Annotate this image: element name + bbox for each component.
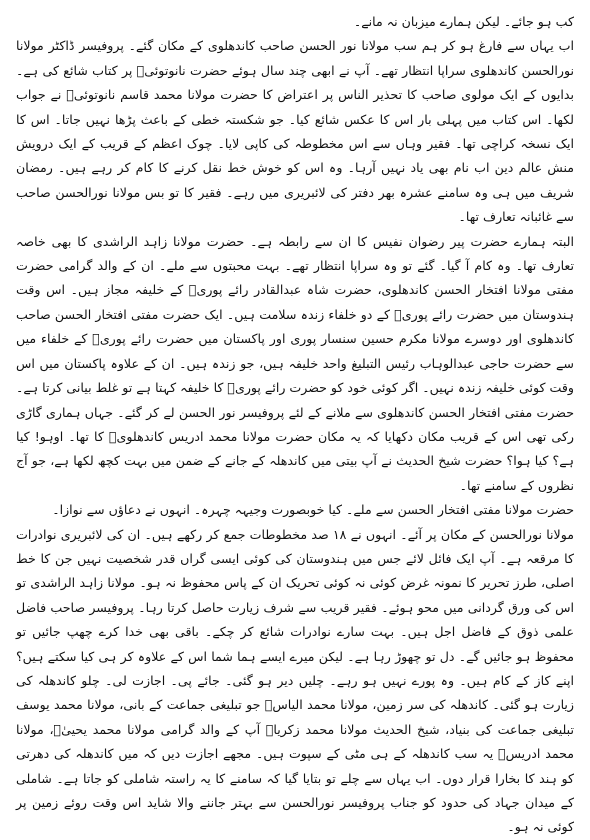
document-page [16,10,574,835]
paragraph-5: مولانا نورالحسن کے مکان پر آئے۔ انہوں نے ۱۸ صد مخطوطات جمع کر رکھے ہیں۔ ان کی لائبریری نوادرات کا مرقعہ ہے۔ آپ ایک فائل لائے جس میں ہندوستان کی کوئی ایسی گراں قدر شخصیت نہیں جن کا خط اصلی، طرز تحریر کا نمونہ غرض کوئی نہ کوئی تحریک ان کے پاس محفوظ نہ ہو۔ مولانا زاہد الراشدی تو اس کی ورق گردانی میں محو ہوئے۔ فقیر قریب سے شرف زیارت حاصل کرتا رہا۔ پروفیسر صاحب فاضل علمی ذوق کے فاضل اجل ہیں۔ بہت سارے نوادرات شائع کر چکے۔ باقی بھی خدا کرے چھپ جائیں تو محفوظ ہو جائیں گے۔ دل تو چھوڑ رہا ہے۔ لیکن میرے ایسے ہما شما اس کے علاوہ کر ہی کیا سکتے ہیں؟ اپنے کاز کے کام ہیں۔ وہ پورے نہیں ہو رہے۔ چلیں دیر ہو گئی۔ جائے پی۔ اجازت لی۔ چلو کاندھلہ کی زیارت ہو گئی۔ کاندھلہ کی سر زمین، مولانا محمد الیاسؒ جو تبلیغی جماعت کے بانی، مولانا محمد یوسف تبلیغی جماعت کی بنیاد، شیخ الحدیث مولانا محمد زکریاؒ آپ کے والد گرامی مولانا محمد یحییٰؒ، مولانا محمد ادریسؒ یہ سب کاندھلہ کے ہی مٹی کے سپوت ہیں۔ مجھے اجازت دیں کہ میں کاندھلہ کی دھرتی کو ہند کا بخارا قرار دوں۔ اب یہاں سے چلے تو بتایا گیا کہ سامنے کا یہ راستہ شاملی کو جاتا ہے۔ شاملی کے میدان جہاد کی حدود کو جناب پروفیسر نورالحسن سے بہتر جاننے والا شاید اس وقت روئے زمین پر کوئی نہ ہو۔ [16,526,574,835]
paragraph-3: البتہ ہمارے حضرت پیر رضوان نفیس کا ان سے رابطہ ہے۔ حضرت مولانا زاہد الراشدی کا بھی خاصہ تعارف تھا۔ وہ کام آ گیا۔ گئے تو وہ سراپا انتظار تھے۔ بہت محبتوں سے ملے۔ ان کے والد گرامی حضرت مفتی مولانا افتخار الحسن کاندھلوی، حضرت شاہ عبدالقادر رائے پوریؒ کے خلیفہ مجاز ہیں۔ اس وقت ہندوستان میں حضرت رائے پوریؒ کے دو خلفاء زندہ سلامت ہیں۔ ایک حضرت مفتی افتخار الحسن صاحب کاندھلوی اور دوسرے مولانا مکرم حسین سنسار پوری اور پاکستان میں حضرت رائے پوریؒ کے خلفاء میں سے حضرت حاجی عبدالوہاب رئیس التبلیغ واحد خلیفہ ہیں، جو زندہ ہیں۔ ان کے علاوہ پاکستان میں اس وقت کوئی خلیفہ زندہ نہیں۔ اگر کوئی خود کو حضرت رائے پوریؒ کا خلیفہ کہتا ہے تو غلط بیانی کرتا ہے۔ حضرت مفتی افتخار الحسن کاندھلوی سے ملانے کے لئے پروفیسر نور الحسن لے کر گئے۔ جہاں ہماری گاڑی رکی تھی اس کے قریب مکان دکھایا کہ یہ مکان حضرت مولانا محمد ادریس کاندھلویؒ کا تھا۔ اوہو! کیا ہے؟ کیا ہوا؟ حضرت شیخ الحدیث نے آپ بیتی میں کاندھلہ کے جانے کے ضمن میں بہت کچھ لکھا ہے، جو آج نظروں کے سامنے تھا۔ [16,233,574,493]
paragraph-2: اب یہاں سے فارغ ہو کر ہم سب مولانا نور الحسن صاحب کاندھلوی کے مکان گئے۔ پروفیسر ڈاکٹر مولانا نورالحسن کاندھلوی سراپا انتظار تھے۔ آپ نے ابھی چند سال ہوئے حضرت نانوتوئیؒ پر کتاب شائع کی ہے۔ بدایوں کے ایک مولوی صاحب کا تحذیر الناس پر اعتراض کا حضرت مولانا محمد قاسم نانوتوئیؒ نے جواب لکھا۔ اس کتاب میں پہلی بار اس کا عکس شائع کیا۔ جو شکستہ خطی کے باعث پڑھا نہیں جاتا۔ اس کا ایک نسخہ کراچی تھا۔ فقیر وہاں سے اس مخطوطہ کی کاپی لایا۔ چوک اعظم کے قریب کے ایک درویش منش عالم دین اب نام بھی یاد نہیں آرہا۔ وہ اس کو خوش خط نقل کرنے کا کام کر رہے ہیں۔ رمضان شریف میں ہی وہ سامنے عشرہ بھر دفتر کی لائبریری میں رہے۔ فقیر کا تو بس مولانا نورالحسن صاحب سے غائبانہ تعارف تھا۔ [16,38,574,225]
paragraph-1: کب ہو جائے۔ لیکن ہمارے میزبان نہ مانے۔ [353,14,574,29]
paragraph-4: حضرت مولانا مفتی افتخار الحسن سے ملے۔ کیا خوبصورت وجیہہ چہرہ۔ انہوں نے دعاؤں سے نوازا۔ [52,502,574,518]
